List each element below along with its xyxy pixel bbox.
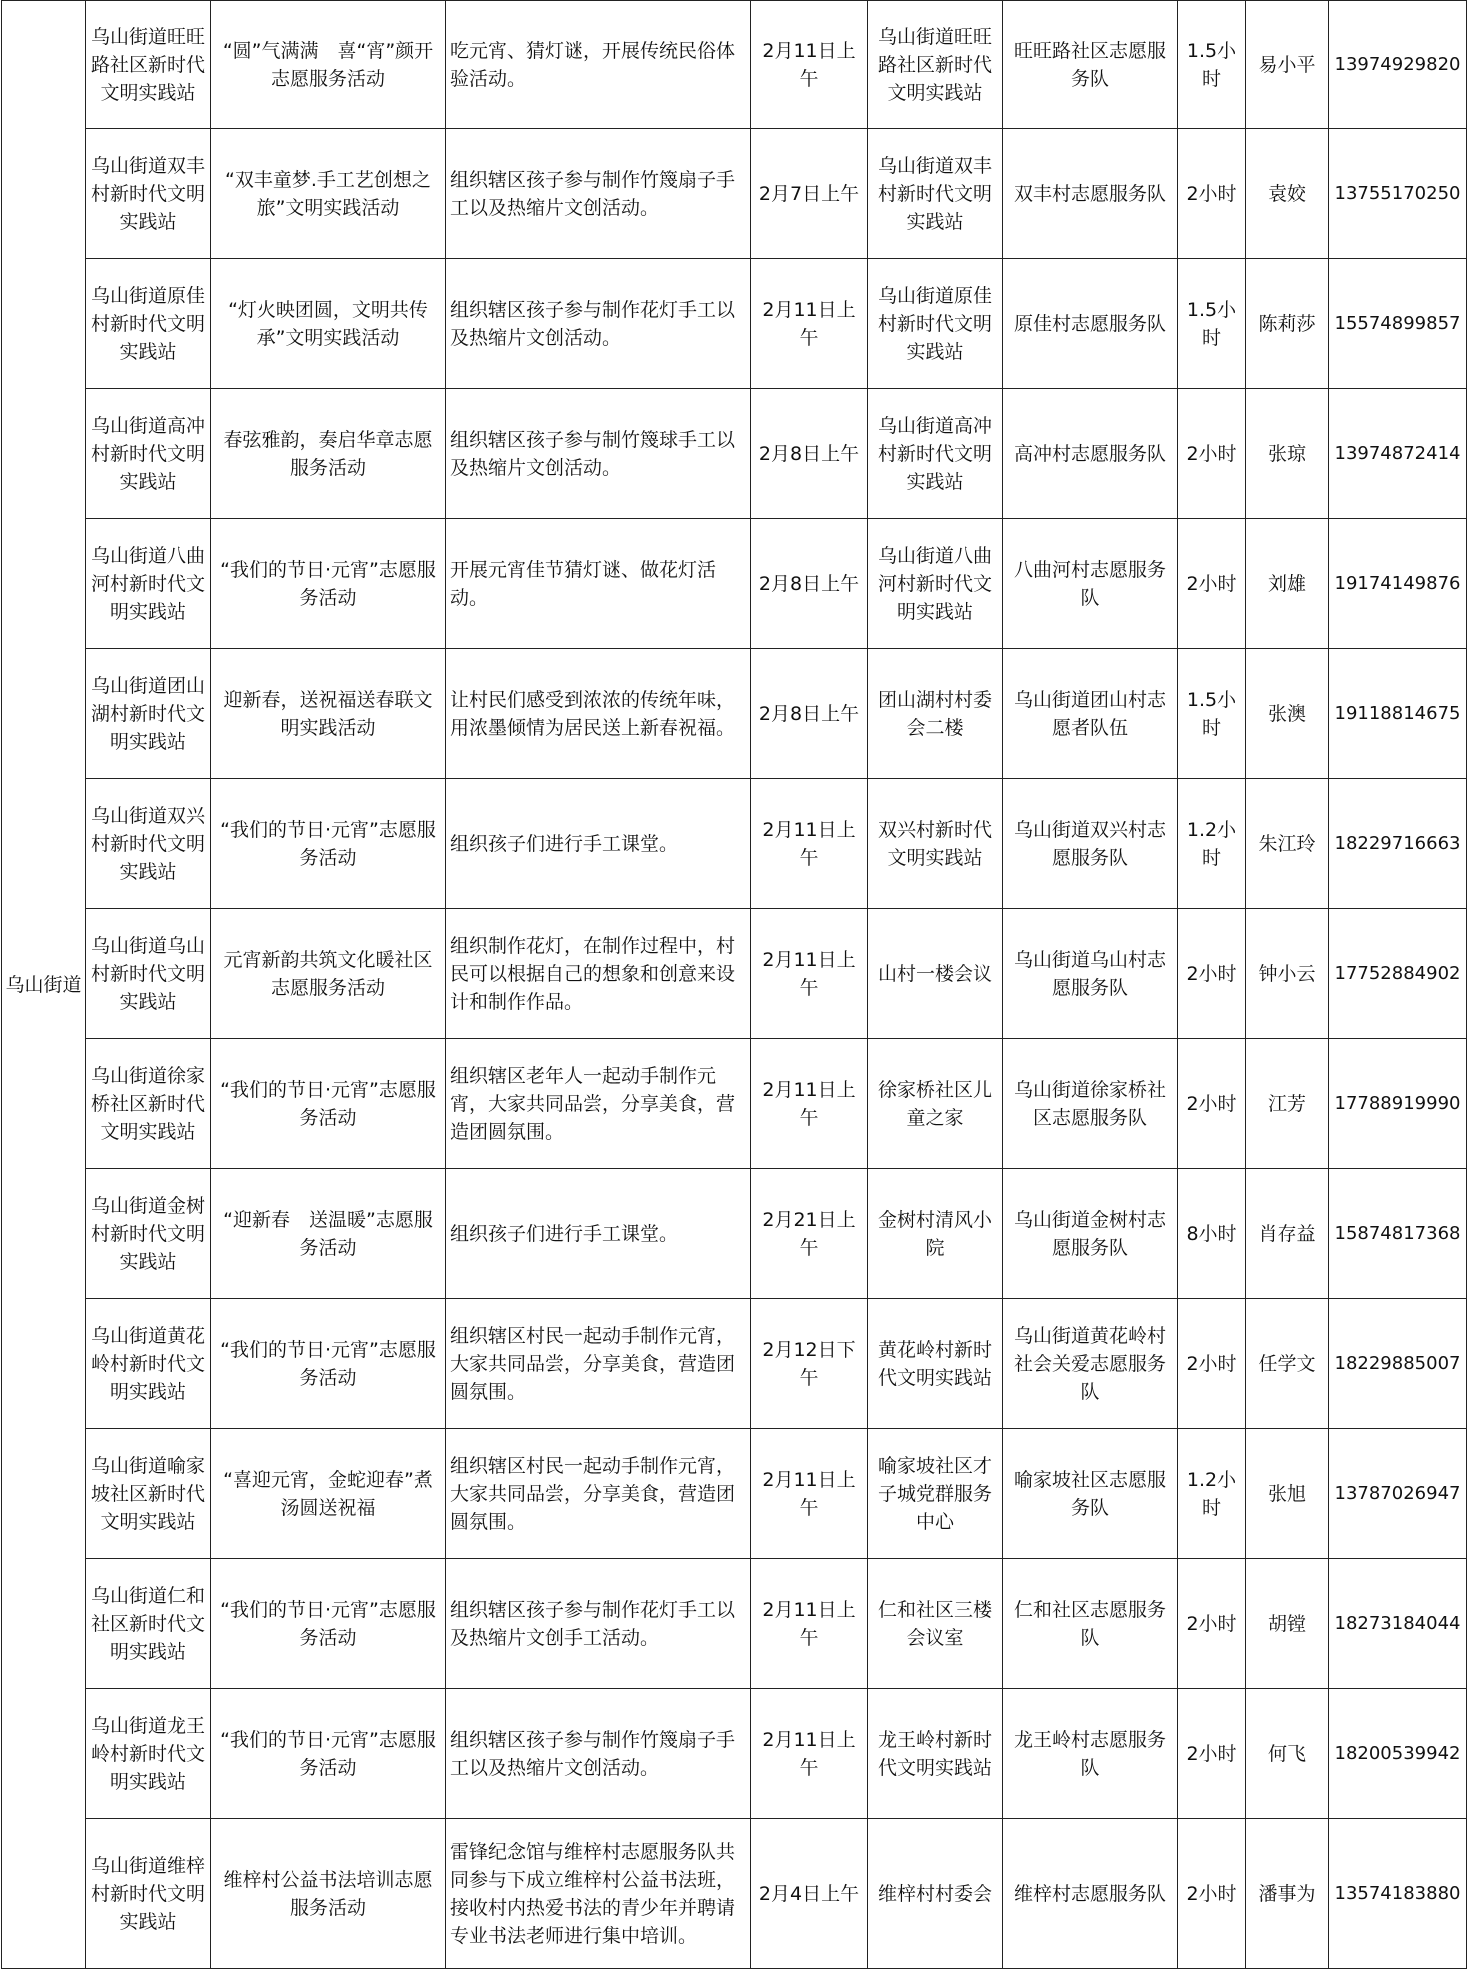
phone-cell: 18229716663 xyxy=(1329,779,1467,909)
phone-cell: 18200539942 xyxy=(1329,1689,1467,1819)
station-cell: 乌山街道团山湖村新时代文明实践站 xyxy=(86,649,211,779)
place-cell: 金树村清风小院 xyxy=(868,1169,1003,1299)
phone-cell: 13755170250 xyxy=(1329,129,1467,259)
station-cell: 乌山街道原佳村新时代文明实践站 xyxy=(86,259,211,389)
activity-content-cell: 吃元宵、猜灯谜，开展传统民俗体验活动。 xyxy=(446,1,751,129)
duration-cell: 2小时 xyxy=(1178,1299,1246,1429)
station-cell: 乌山街道高冲村新时代文明实践站 xyxy=(86,389,211,519)
activity-name-cell: “我们的节日·元宵”志愿服务活动 xyxy=(211,1689,446,1819)
contact-cell: 易小平 xyxy=(1246,1,1329,129)
duration-cell: 1.5小时 xyxy=(1178,1,1246,129)
activity-name-cell: “圆”气满满 喜“宵”颜开志愿服务活动 xyxy=(211,1,446,129)
duration-cell: 2小时 xyxy=(1178,389,1246,519)
station-cell: 乌山街道双丰村新时代文明实践站 xyxy=(86,129,211,259)
time-cell: 2月7日上午 xyxy=(751,129,868,259)
place-cell: 乌山街道高冲村新时代文明实践站 xyxy=(868,389,1003,519)
time-cell: 2月11日上午 xyxy=(751,1039,868,1169)
duration-cell: 2小时 xyxy=(1178,1559,1246,1689)
station-cell: 乌山街道双兴村新时代文明实践站 xyxy=(86,779,211,909)
contact-cell: 何飞 xyxy=(1246,1689,1329,1819)
table-row xyxy=(2,1559,1467,1689)
activity-name-cell: 迎新春，送祝福送春联文明实践活动 xyxy=(211,649,446,779)
activity-name-cell: “迎新春 送温暖”志愿服务活动 xyxy=(211,1169,446,1299)
table-row xyxy=(2,1689,1467,1819)
duration-cell: 2小时 xyxy=(1178,129,1246,259)
contact-cell: 潘事为 xyxy=(1246,1819,1329,1969)
table-row xyxy=(2,519,1467,649)
activity-name-cell: “我们的节日·元宵”志愿服务活动 xyxy=(211,1039,446,1169)
duration-cell: 2小时 xyxy=(1178,519,1246,649)
station-cell: 乌山街道乌山村新时代文明实践站 xyxy=(86,909,211,1039)
time-cell: 2月11日上午 xyxy=(751,1559,868,1689)
place-cell: 乌山街道旺旺路社区新时代文明实践站 xyxy=(868,1,1003,129)
table-row xyxy=(2,1819,1467,1969)
team-cell: 双丰村志愿服务队 xyxy=(1003,129,1178,259)
table-row xyxy=(2,1299,1467,1429)
place-cell: 徐家桥社区儿童之家 xyxy=(868,1039,1003,1169)
team-cell: 高冲村志愿服务队 xyxy=(1003,389,1178,519)
station-cell: 乌山街道金树村新时代文明实践站 xyxy=(86,1169,211,1299)
activity-name-cell: “喜迎元宵，金蛇迎春”煮汤圆送祝福 xyxy=(211,1429,446,1559)
table-row xyxy=(2,129,1467,259)
table-row xyxy=(2,649,1467,779)
duration-cell: 1.2小时 xyxy=(1178,779,1246,909)
duration-cell: 1.2小时 xyxy=(1178,1429,1246,1559)
table-row xyxy=(2,1039,1467,1169)
phone-cell: 13787026947 xyxy=(1329,1429,1467,1559)
time-cell: 2月4日上午 xyxy=(751,1819,868,1969)
place-cell: 维梓村村委会 xyxy=(868,1819,1003,1969)
activity-content-cell: 组织辖区村民一起动手制作元宵，大家共同品尝，分享美食，营造团圆氛围。 xyxy=(446,1299,751,1429)
activity-content-cell: 组织孩子们进行手工课堂。 xyxy=(446,779,751,909)
duration-cell: 8小时 xyxy=(1178,1169,1246,1299)
contact-cell: 朱江玲 xyxy=(1246,779,1329,909)
team-cell: 乌山街道乌山村志愿服务队 xyxy=(1003,909,1178,1039)
activity-name-cell: 春弦雅韵，奏启华章志愿服务活动 xyxy=(211,389,446,519)
station-cell: 乌山街道旺旺路社区新时代文明实践站 xyxy=(86,1,211,129)
phone-cell: 13574183880 xyxy=(1329,1819,1467,1969)
contact-cell: 陈莉莎 xyxy=(1246,259,1329,389)
station-cell: 乌山街道黄花岭村新时代文明实践站 xyxy=(86,1299,211,1429)
phone-cell: 15574899857 xyxy=(1329,259,1467,389)
table-row xyxy=(2,1169,1467,1299)
time-cell: 2月8日上午 xyxy=(751,389,868,519)
phone-cell: 13974872414 xyxy=(1329,389,1467,519)
contact-cell: 张旭 xyxy=(1246,1429,1329,1559)
team-cell: 乌山街道团山村志愿者队伍 xyxy=(1003,649,1178,779)
activity-name-cell: 元宵新韵共筑文化暖社区志愿服务活动 xyxy=(211,909,446,1039)
place-cell: 喻家坡社区才子城党群服务中心 xyxy=(868,1429,1003,1559)
time-cell: 2月11日上午 xyxy=(751,259,868,389)
time-cell: 2月21日上午 xyxy=(751,1169,868,1299)
contact-cell: 任学文 xyxy=(1246,1299,1329,1429)
phone-cell: 18229885007 xyxy=(1329,1299,1467,1429)
place-cell: 乌山街道双丰村新时代文明实践站 xyxy=(868,129,1003,259)
team-cell: 乌山街道金树村志愿服务队 xyxy=(1003,1169,1178,1299)
phone-cell: 13974929820 xyxy=(1329,1,1467,129)
place-cell: 龙王岭村新时代文明实践站 xyxy=(868,1689,1003,1819)
activity-content-cell: 组织辖区孩子参与制作竹篾扇子手工以及热缩片文创活动。 xyxy=(446,129,751,259)
team-cell: 仁和社区志愿服务队 xyxy=(1003,1559,1178,1689)
time-cell: 2月11日上午 xyxy=(751,1429,868,1559)
activity-content-cell: 组织孩子们进行手工课堂。 xyxy=(446,1169,751,1299)
station-cell: 乌山街道八曲河村新时代文明实践站 xyxy=(86,519,211,649)
duration-cell: 2小时 xyxy=(1178,1819,1246,1969)
activity-table xyxy=(1,0,1467,1969)
place-cell: 黄花岭村新时代文明实践站 xyxy=(868,1299,1003,1429)
phone-cell: 18273184044 xyxy=(1329,1559,1467,1689)
activity-name-cell: “灯火映团圆，文明共传承”文明实践活动 xyxy=(211,259,446,389)
phone-cell: 17788919990 xyxy=(1329,1039,1467,1169)
table-row xyxy=(2,389,1467,519)
place-cell: 仁和社区三楼会议室 xyxy=(868,1559,1003,1689)
place-cell: 团山湖村村委会二楼 xyxy=(868,649,1003,779)
activity-content-cell: 组织辖区孩子参与制竹篾球手工以及热缩片文创活动。 xyxy=(446,389,751,519)
contact-cell: 肖存益 xyxy=(1246,1169,1329,1299)
station-cell: 乌山街道徐家桥社区新时代文明实践站 xyxy=(86,1039,211,1169)
duration-cell: 2小时 xyxy=(1178,1689,1246,1819)
table-row xyxy=(2,1429,1467,1559)
activity-content-cell: 组织辖区孩子参与制作花灯手工以及热缩片文创活动。 xyxy=(446,259,751,389)
activity-content-cell: 组织辖区老年人一起动手制作元宵，大家共同品尝，分享美食，营造团圆氛围。 xyxy=(446,1039,751,1169)
phone-cell: 15874817368 xyxy=(1329,1169,1467,1299)
time-cell: 2月8日上午 xyxy=(751,649,868,779)
contact-cell: 袁姣 xyxy=(1246,129,1329,259)
phone-cell: 19174149876 xyxy=(1329,519,1467,649)
place-cell: 双兴村新时代文明实践站 xyxy=(868,779,1003,909)
contact-cell: 张琼 xyxy=(1246,389,1329,519)
activity-content-cell: 组织辖区孩子参与制作竹篾扇子手工以及热缩片文创活动。 xyxy=(446,1689,751,1819)
time-cell: 2月11日上午 xyxy=(751,909,868,1039)
team-cell: 喻家坡社区志愿服务队 xyxy=(1003,1429,1178,1559)
time-cell: 2月11日上午 xyxy=(751,779,868,909)
table-body xyxy=(2,1,1467,1969)
activity-content-cell: 组织辖区孩子参与制作花灯手工以及热缩片文创手工活动。 xyxy=(446,1559,751,1689)
duration-cell: 1.5小时 xyxy=(1178,259,1246,389)
phone-cell: 17752884902 xyxy=(1329,909,1467,1039)
station-cell: 乌山街道维梓村新时代文明实践站 xyxy=(86,1819,211,1969)
team-cell: 龙王岭村志愿服务队 xyxy=(1003,1689,1178,1819)
activity-content-cell: 雷锋纪念馆与维梓村志愿服务队共同参与下成立维梓村公益书法班，接收村内热爱书法的青少年并聘请专业书法老师进行集中培训。 xyxy=(446,1819,751,1969)
street-cell: 乌山街道 xyxy=(2,1,86,1969)
contact-cell: 江芳 xyxy=(1246,1039,1329,1169)
place-cell: 乌山街道八曲河村新时代文明实践站 xyxy=(868,519,1003,649)
station-cell: 乌山街道仁和社区新时代文明实践站 xyxy=(86,1559,211,1689)
activity-content-cell: 开展元宵佳节猜灯谜、做花灯活动。 xyxy=(446,519,751,649)
time-cell: 2月8日上午 xyxy=(751,519,868,649)
time-cell: 2月12日下午 xyxy=(751,1299,868,1429)
time-cell: 2月11日上午 xyxy=(751,1,868,129)
activity-name-cell: “我们的节日·元宵”志愿服务活动 xyxy=(211,779,446,909)
table-row xyxy=(2,259,1467,389)
station-cell: 乌山街道喻家坡社区新时代文明实践站 xyxy=(86,1429,211,1559)
place-cell: 山村一楼会议 xyxy=(868,909,1003,1039)
activity-name-cell: “我们的节日·元宵”志愿服务活动 xyxy=(211,519,446,649)
phone-cell: 19118814675 xyxy=(1329,649,1467,779)
activity-content-cell: 让村民们感受到浓浓的传统年味，用浓墨倾情为居民送上新春祝福。 xyxy=(446,649,751,779)
contact-cell: 张澳 xyxy=(1246,649,1329,779)
team-cell: 旺旺路社区志愿服务队 xyxy=(1003,1,1178,129)
team-cell: 八曲河村志愿服务队 xyxy=(1003,519,1178,649)
activity-name-cell: “我们的节日·元宵”志愿服务活动 xyxy=(211,1559,446,1689)
activity-name-cell: 维梓村公益书法培训志愿服务活动 xyxy=(211,1819,446,1969)
activity-content-cell: 组织辖区村民一起动手制作元宵，大家共同品尝，分享美食，营造团圆氛围。 xyxy=(446,1429,751,1559)
team-cell: 原佳村志愿服务队 xyxy=(1003,259,1178,389)
duration-cell: 2小时 xyxy=(1178,909,1246,1039)
table-row xyxy=(2,909,1467,1039)
place-cell: 乌山街道原佳村新时代文明实践站 xyxy=(868,259,1003,389)
activity-name-cell: “双丰童梦.手工艺创想之旅”文明实践活动 xyxy=(211,129,446,259)
contact-cell: 胡镗 xyxy=(1246,1559,1329,1689)
table-row xyxy=(2,779,1467,909)
team-cell: 乌山街道双兴村志愿服务队 xyxy=(1003,779,1178,909)
contact-cell: 钟小云 xyxy=(1246,909,1329,1039)
activity-content-cell: 组织制作花灯，在制作过程中，村民可以根据自己的想象和创意来设计和制作作品。 xyxy=(446,909,751,1039)
team-cell: 乌山街道徐家桥社区志愿服务队 xyxy=(1003,1039,1178,1169)
team-cell: 维梓村志愿服务队 xyxy=(1003,1819,1178,1969)
duration-cell: 2小时 xyxy=(1178,1039,1246,1169)
station-cell: 乌山街道龙王岭村新时代文明实践站 xyxy=(86,1689,211,1819)
team-cell: 乌山街道黄花岭村社会关爱志愿服务队 xyxy=(1003,1299,1178,1429)
activity-name-cell: “我们的节日·元宵”志愿服务活动 xyxy=(211,1299,446,1429)
contact-cell: 刘雄 xyxy=(1246,519,1329,649)
time-cell: 2月11日上午 xyxy=(751,1689,868,1819)
table-row xyxy=(2,1,1467,129)
duration-cell: 1.5小时 xyxy=(1178,649,1246,779)
